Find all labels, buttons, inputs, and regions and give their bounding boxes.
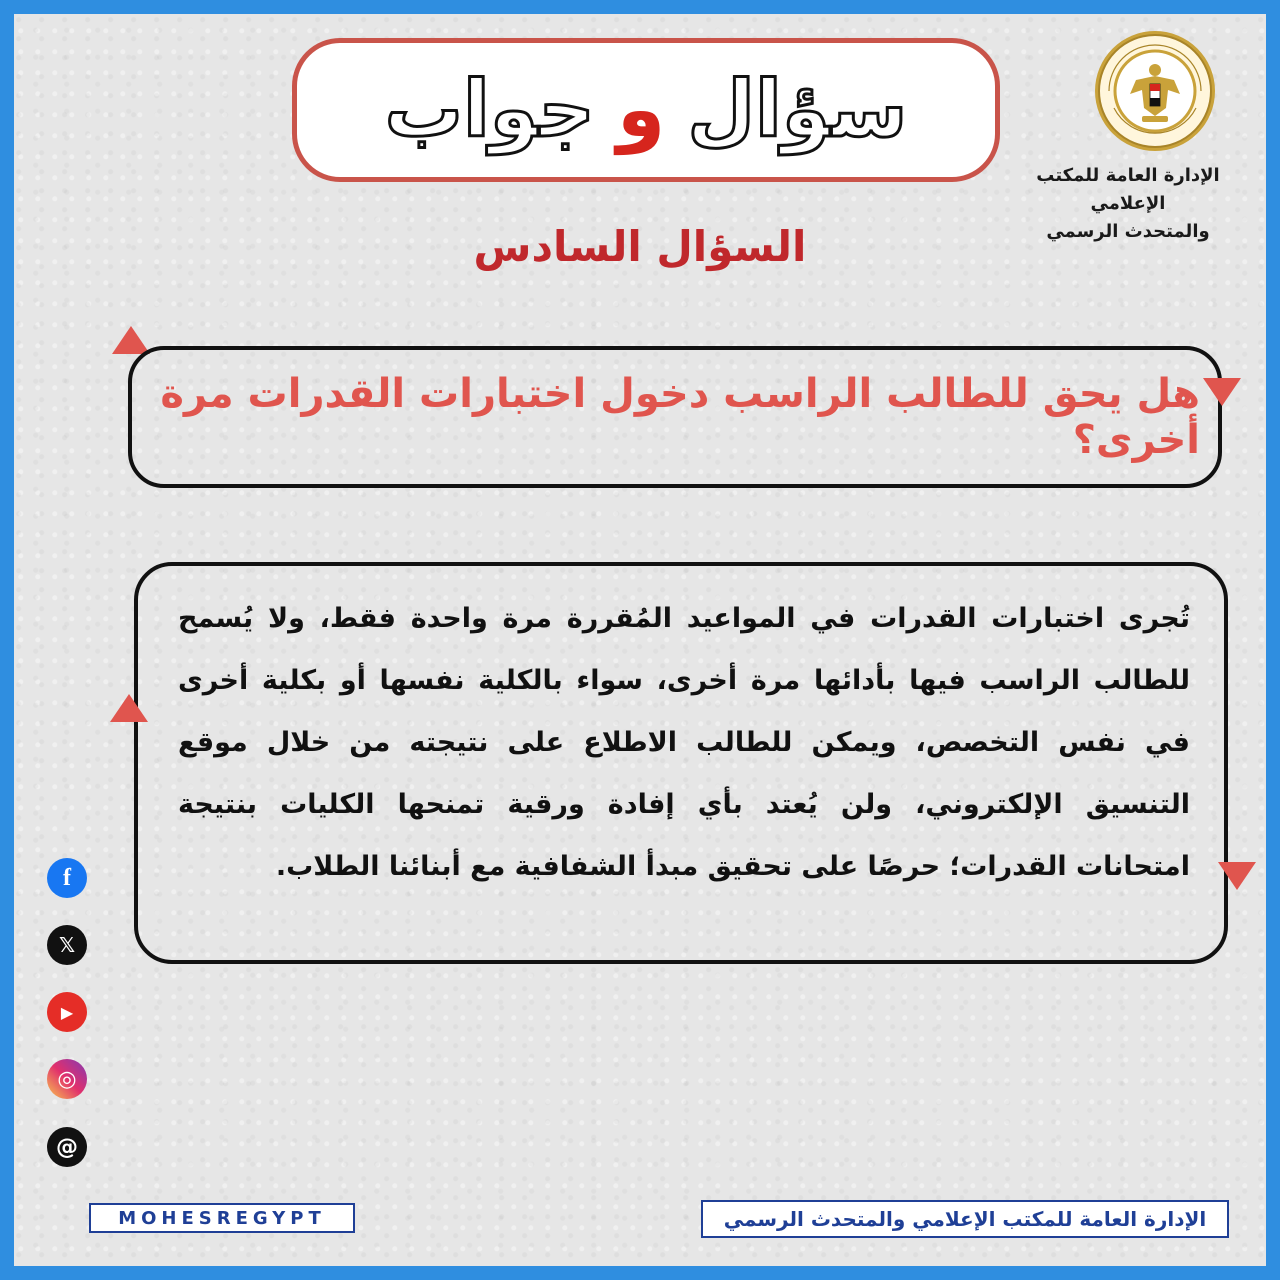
footer-office-label: الإدارة العامة للمكتب الإعلامي والمتحدث الرسمي bbox=[701, 1200, 1229, 1238]
title-banner bbox=[292, 38, 1000, 182]
facebook-icon[interactable] bbox=[47, 858, 87, 898]
triangle-down-icon bbox=[1218, 862, 1256, 890]
x-icon[interactable] bbox=[47, 925, 87, 965]
answer-text: تُجرى اختبارات القدرات في المواعيد المُقررة مرة واحدة فقط، ولا يُسمح للطالب الراسب فيها بأدائها مرة أخرى، سواء بالكلية نفسها أو بكلية أخرى في نفس التخصص، ويمكن للطالب الاطلاع على نتيجته من خلال موقع التنسيق الإلكتروني، ولن يُعتد بأي إفادة ورقية تمنحها الكليات بنتيجة امتحانات القدرات؛ حرصًا على تحقيق مبدأ الشفافية مع أبنائنا الطلاب. bbox=[178, 603, 1190, 882]
title-word-answer: جواب bbox=[384, 65, 595, 155]
question-box bbox=[128, 346, 1222, 488]
triangle-up-icon bbox=[112, 326, 150, 354]
title-connector: و bbox=[616, 65, 666, 155]
question-text: هل يحق للطالب الراسب دخول اختبارات القدرات مرة أخرى؟ bbox=[160, 371, 1200, 463]
logo-caption-line-2: والمتحدث الرسمي bbox=[1046, 221, 1210, 242]
youtube-icon[interactable] bbox=[47, 992, 87, 1032]
threads-glyph: @ bbox=[56, 1134, 78, 1160]
x-glyph: 𝕏 bbox=[58, 933, 76, 957]
title-word-question: سؤال bbox=[687, 65, 908, 155]
instagram-glyph: ◎ bbox=[57, 1066, 77, 1092]
logo-caption-line-1: الإدارة العامة للمكتب الإعلامي bbox=[1036, 165, 1220, 214]
logo-caption bbox=[1000, 162, 1256, 246]
instagram-icon[interactable] bbox=[47, 1059, 87, 1099]
brand-handle: MOHESREGYPT bbox=[89, 1203, 355, 1233]
triangle-up-icon bbox=[110, 694, 148, 722]
question-number: السؤال السادس bbox=[473, 222, 807, 271]
youtube-glyph: ▶ bbox=[60, 1002, 74, 1022]
facebook-glyph: f bbox=[63, 864, 71, 891]
triangle-down-icon bbox=[1203, 378, 1241, 406]
threads-icon[interactable] bbox=[47, 1127, 87, 1167]
answer-box bbox=[134, 562, 1228, 964]
ministry-logo bbox=[1092, 28, 1218, 154]
